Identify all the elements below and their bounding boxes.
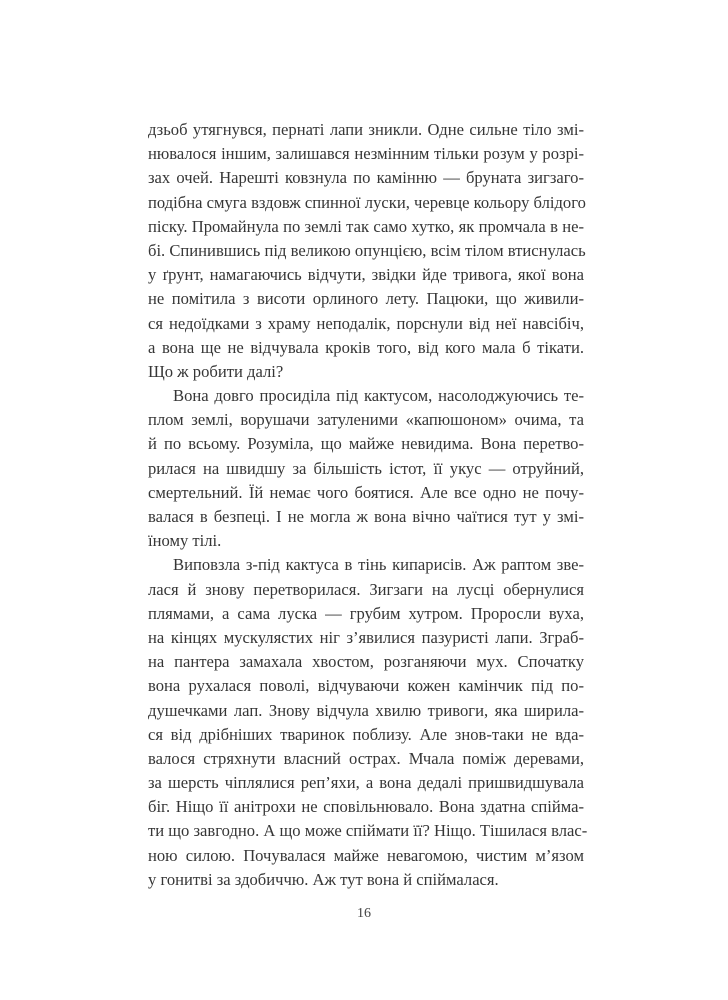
text-line: дзьоб утягнувся, пернаті лапи зникли. Одне сильне тіло змі-	[148, 120, 584, 139]
text-line: смертельний. Їй немає чого боятися. Але все одно не почу-	[148, 482, 584, 502]
text-line: у ґрунт, намагаючись відчути, звідки йде тривога, якої вона	[148, 265, 584, 285]
text-line: ся недоїдками з храму неподалік, порснули від неї навсібіч,	[148, 313, 584, 333]
text-line: Що ж робити далі?	[148, 361, 284, 381]
text-line: рилася на швидшу за більшість істот, її укус — отруйний,	[148, 458, 584, 478]
text-line: Виповзла з-під кактуса в тінь кипарисів. Аж раптом зве-	[173, 555, 584, 575]
page-body-text	[148, 118, 588, 892]
text-line: душечками лап. Знову відчула хвилю тривоги, яка ширила-	[148, 700, 584, 720]
paragraph	[148, 118, 584, 384]
text-line: бі. Спинившись під великою опунцією, всім тілом втиснулась	[148, 240, 586, 260]
text-line: вона рухалася поволі, відчуваючи кожен камінчик під по-	[148, 676, 584, 696]
text-line: на кінцях мускулястих ніг з’явилися пазуристі лапи. Зграб-	[148, 627, 584, 647]
paragraph	[148, 553, 588, 892]
text-line: біг. Ніщо її анітрохи не сповільнювало. Вона здатна спійма-	[148, 797, 584, 817]
text-line: за шерсть чіплялися реп’яхи, а вона дедалі пришвидшувала	[148, 773, 584, 793]
text-line: у гонитві за здобиччю. Аж тут вона й спіймалася.	[148, 869, 499, 889]
text-line: нювалося іншим, залишався незмінним тільки розум у розрі-	[148, 144, 584, 164]
text-line: не помітила з висоти орлиного лету. Пацюки, що живили-	[148, 289, 584, 309]
text-line: зах очей. Нарешті ковзнула по камінню — бруната зигзаго-	[148, 168, 584, 188]
text-line: лася й знову перетворилася. Зигзаги на лусці обернулися	[148, 579, 584, 599]
text-line: валася в безпеці. І не могла ж вона вічно чаїтися тут у змі-	[148, 507, 584, 526]
text-line: ною силою. Почувалася майже невагомою, чистим м’язом	[148, 845, 584, 865]
text-line: й по всьому. Розуміла, що майже невидима. Вона перетво-	[148, 434, 584, 454]
page-number: 16	[357, 906, 371, 921]
text-line: ся від дрібніших тваринок поблизу. Але знов-таки не вда-	[148, 724, 584, 744]
text-line: їному тілі.	[148, 531, 222, 551]
text-line: валося стряхнути власний острах. Мчала поміж деревами,	[148, 748, 584, 768]
text-line: подібна смуга вздовж спинної луски, черевце кольору блідого	[148, 192, 586, 212]
text-line: Вона довго просиділа під кактусом, насолоджуючись те-	[173, 386, 584, 406]
text-line: ти що завгодно. А що може спіймати її? Ніщо. Тішилася влас-	[148, 821, 588, 841]
text-line: плямами, а сама луска — грубим хутром. Проросли вуха,	[148, 603, 584, 623]
text-line: на пантера замахала хвостом, розганяючи мух. Спочатку	[148, 652, 584, 672]
text-line: а вона ще не відчувала кроків того, від кого мала б тікати.	[148, 337, 584, 357]
text-line: піску. Промайнула по землі так само хутко, як промчала в не-	[148, 216, 584, 236]
text-line: плом землі, ворушачи затуленими «капюшоном» очима, та	[148, 410, 584, 430]
paragraph	[148, 384, 584, 553]
